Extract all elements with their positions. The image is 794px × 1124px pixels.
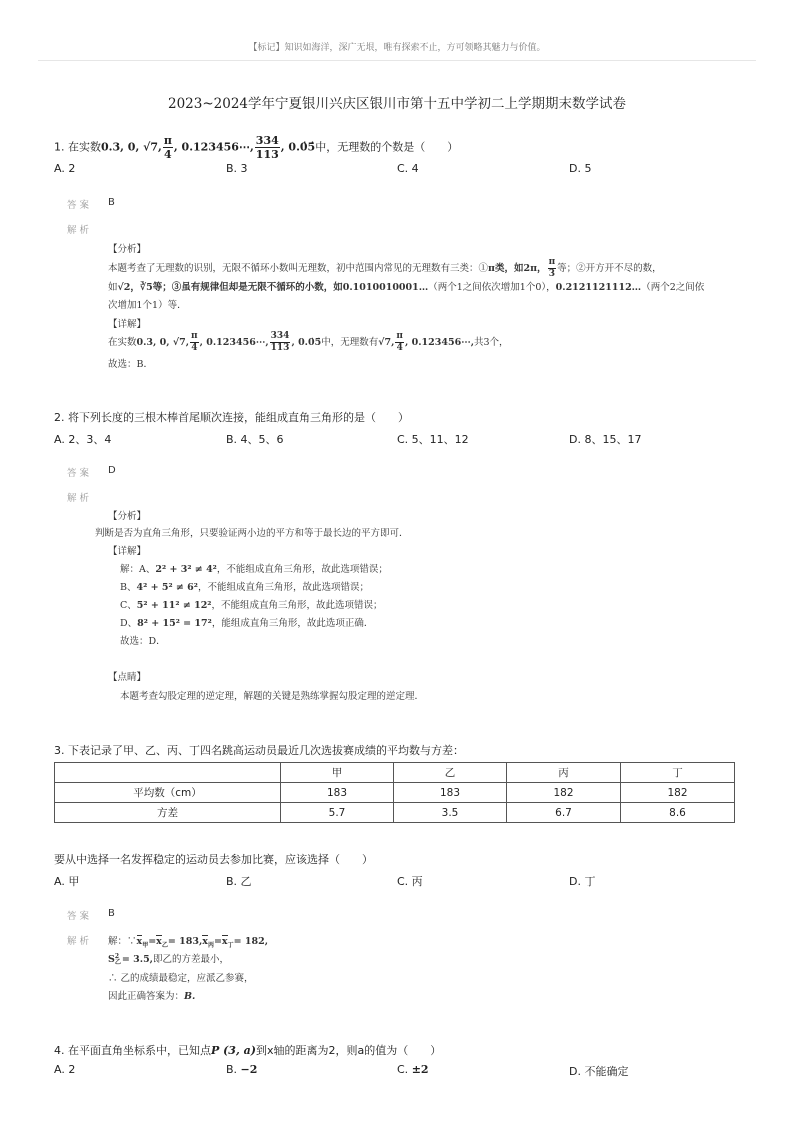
q4-option-a: A. 2 xyxy=(54,1063,76,1076)
score-table xyxy=(54,762,735,823)
table-cell: 丙 xyxy=(507,763,621,783)
q1-analysis-heading: 【分析】 xyxy=(108,244,147,255)
q2-option-c: C. 5、11、12 xyxy=(397,433,469,446)
table-cell: 182 xyxy=(621,783,735,803)
q2-option-b: B. 4、5、6 xyxy=(226,433,284,446)
table-cell: 183 xyxy=(281,783,394,803)
q1-analysis-label: 解析 xyxy=(67,225,93,236)
table-cell: 甲 xyxy=(281,763,394,783)
table-row xyxy=(55,783,735,803)
table-cell: 乙 xyxy=(394,763,507,783)
q1-analysis-line-2: 如√2，∛5等；③虽有规律但却是无限不循环的小数，如0.1010010001…（两个1之间依次增加1个0），0.2121121112…（两个2之间依 xyxy=(108,282,705,293)
table-row xyxy=(55,803,735,823)
table-cell: 方差 xyxy=(55,803,281,823)
q1-analysis-line-3: 次增加1个1）等． xyxy=(108,300,187,311)
q2-option-a: A. 2、3、4 xyxy=(54,433,112,446)
q1-option-b: B. 3 xyxy=(226,162,248,175)
q2-detail-heading: 【详解】 xyxy=(108,546,147,557)
table-cell: 183 xyxy=(394,783,507,803)
table-cell xyxy=(55,763,281,783)
q2-analysis-label: 解析 xyxy=(67,493,93,504)
q4-option-b: B. −2 xyxy=(226,1063,258,1076)
table-cell: 182 xyxy=(507,783,621,803)
table-cell: 3.5 xyxy=(394,803,507,823)
q1-detail-line-1: 在实数0.3, 0, √7, $\frac{\pi}{4}$ , 0.123456⋯, $\frac{334}{113}$ , 0.0̇5̇中，无理数有√7, $\frac{\pi}{4}$ , 0.123456⋯,共3个， xyxy=(108,331,509,353)
q1-answer-label: 答案 xyxy=(67,200,93,211)
table-cell: 6.7 xyxy=(507,803,621,823)
q2-answer: D xyxy=(108,465,116,476)
q3-solution-line-3: ∴ 乙的成绩最稳定，应派乙参赛， xyxy=(108,973,254,984)
q2-analysis-line: 判断是否为直角三角形，只要验证两小边的平方和等于最长边的平方即可． xyxy=(95,528,409,539)
table-cell: 5.7 xyxy=(281,803,394,823)
q3-solution-line-1: 解：$\because x_甲=x_乙= 183,x_丙=x_丁= 182$, xyxy=(108,936,269,949)
q3-option-b: B. 乙 xyxy=(226,875,252,888)
q1-detail-heading: 【详解】 xyxy=(108,319,147,330)
q2-detail-choose: 故选：D． xyxy=(120,636,166,647)
q3-answer-label: 答案 xyxy=(67,911,93,922)
header-divider xyxy=(38,60,756,61)
q1-answer: B xyxy=(108,197,115,208)
q2-detail-d: D、8² + 15² = 17²，能组成直角三角形，故此选项正确． xyxy=(120,618,374,629)
q2-detail-b: B、4² + 5² ≠ 6²，不能组成直角三角形，故此选项错误； xyxy=(120,582,369,593)
q3-option-c: C. 丙 xyxy=(397,875,423,888)
q2-detail-c: C、5² + 11² ≠ 12²，不能组成直角三角形，故此选项错误； xyxy=(120,600,383,611)
q1-option-c: C. 4 xyxy=(397,162,419,175)
q3-solution-line-4: 因此正确答案为：B. xyxy=(108,991,196,1002)
table-cell: 丁 xyxy=(621,763,735,783)
q1-analysis-line-1: 本题考查了无理数的识别，无限不循环小数叫无理数，初中范围内常见的无理数有三类：①π类，如2π， $\frac{\pi}{3}$ 等；②开方开不尽的数， xyxy=(108,257,662,279)
q3-option-a: A. 甲 xyxy=(54,875,80,888)
q2-detail-a: 解：A、2² + 3² ≠ 4²，不能组成直角三角形，故此选项错误； xyxy=(120,564,388,575)
q2-option-d: D. 8、15、17 xyxy=(569,433,642,446)
question-1-stem: 1. 在实数0.3, 0, √7, $\frac{\pi}{4}$ , 0.123456⋯, $\frac{334}{113}$ , 0.0̇5̇中，无理数的个数是（ ） xyxy=(54,134,459,161)
q2-analysis-heading: 【分析】 xyxy=(108,511,147,522)
question-4-stem: 4. 在平面直角坐标系中，已知点P (3, a)到x轴的距离为2，则a的值为（ ） xyxy=(54,1044,442,1057)
table-cell: 平均数（cm） xyxy=(55,783,281,803)
q3-answer: B xyxy=(108,908,115,919)
question-3-stem: 3. 下表记录了甲、乙、丙、丁四名跳高运动员最近几次选拔赛成绩的平均数与方差： xyxy=(54,744,464,757)
q2-answer-label: 答案 xyxy=(67,468,93,479)
page-title: 2023~2024学年宁夏银川兴庆区银川市第十五中学初二上学期期末数学试卷 xyxy=(167,96,627,112)
header-banner: 【标记】知识如海洋，深广无垠，唯有探索不止，方可领略其魅力与价值。 xyxy=(248,43,546,53)
question-2-stem: 2. 将下列长度的三根木棒首尾顺次连接，能组成直角三角形的是（ ） xyxy=(54,411,409,424)
q1-option-a: A. 2 xyxy=(54,162,76,175)
q2-comment-heading: 【点睛】 xyxy=(108,672,147,683)
q3-option-d: D. 丁 xyxy=(569,875,596,888)
q1-detail-line-2: 故选：B． xyxy=(108,359,153,370)
q4-option-c: C. ±2 xyxy=(397,1063,429,1076)
table-header-row xyxy=(55,763,735,783)
q3-solution-line-2: S 2 乙 = 3.5,即乙的方差最小， xyxy=(108,952,230,966)
q2-comment: 本题考查勾股定理的逆定理，解题的关键是熟练掌握勾股定理的逆定理． xyxy=(120,691,425,702)
q4-option-d: D. 不能确定 xyxy=(569,1065,629,1078)
q3-question: 要从中选择一名发挥稳定的运动员去参加比赛，应该选择（ ） xyxy=(54,853,373,866)
q3-analysis-label: 解析 xyxy=(67,936,93,947)
q1-option-d: D. 5 xyxy=(569,162,592,175)
table-cell: 8.6 xyxy=(621,803,735,823)
